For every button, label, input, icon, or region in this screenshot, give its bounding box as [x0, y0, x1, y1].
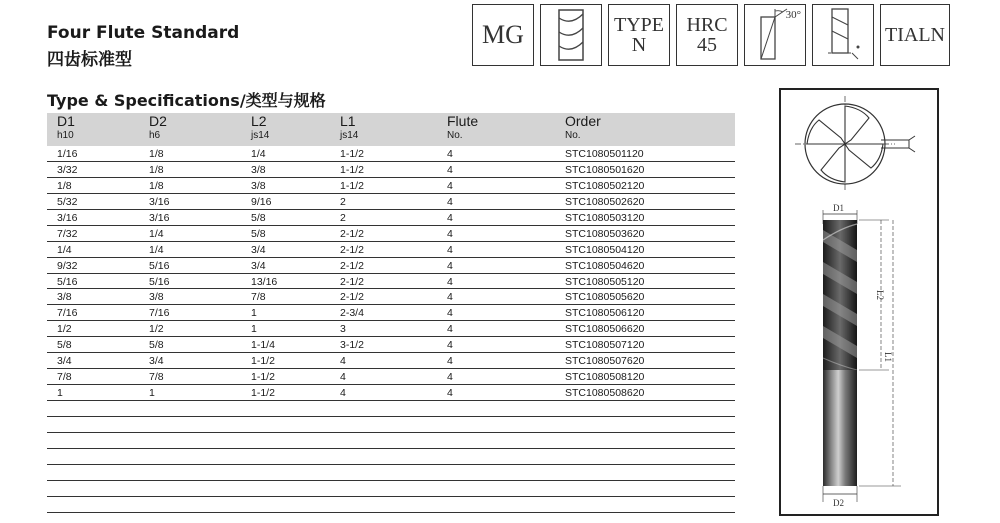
product-title-en: Four Flute Standard [47, 23, 240, 43]
table-row [47, 242, 735, 258]
cell-order: STC1080504120 [565, 243, 645, 256]
cell-d2: 5/16 [149, 275, 170, 288]
cell-l2: 3/8 [251, 163, 266, 176]
cell-flute: 4 [447, 179, 453, 192]
type-value: N [631, 34, 647, 56]
shank-section [823, 370, 857, 486]
cell-l1: 4 [340, 355, 346, 368]
cell-order: STC1080508620 [565, 387, 645, 400]
table-row [47, 226, 735, 242]
table-row [47, 194, 735, 210]
d2-label: D2 [833, 498, 844, 508]
section-title: Type & Specifications/类型与规格 [47, 91, 326, 110]
coating-label: TIALN [885, 24, 945, 46]
l2-label: L2 [875, 290, 885, 300]
table-row [47, 274, 735, 290]
cell-d2: 7/8 [149, 371, 164, 384]
cell-d2: 3/4 [149, 355, 164, 368]
cell-d2: 1 [149, 387, 155, 400]
empty-table-row [47, 417, 735, 433]
cell-d1: 1/2 [57, 323, 72, 336]
cell-order: STC1080502620 [565, 195, 645, 208]
table-row [47, 369, 735, 385]
cell-l2: 7/8 [251, 291, 266, 304]
helix-cutter-icon [540, 4, 602, 66]
cell-d1: 5/16 [57, 275, 78, 288]
empty-table-row [47, 513, 735, 523]
cell-l1: 3 [340, 323, 346, 336]
helix-angle-label: 30° [785, 9, 801, 21]
cell-flute: 4 [447, 323, 453, 336]
cell-flute: 4 [447, 275, 453, 288]
empty-table-row [47, 433, 735, 449]
cell-d1: 5/8 [57, 339, 72, 352]
cell-l2: 1-1/2 [251, 355, 275, 368]
cell-l1: 2-1/2 [340, 259, 364, 272]
cell-order: STC1080506120 [565, 307, 645, 320]
cell-flute: 4 [447, 243, 453, 256]
cell-flute: 4 [447, 259, 453, 272]
cell-flute: 4 [447, 227, 453, 240]
cell-flute: 4 [447, 307, 453, 320]
material-mg-icon [472, 4, 534, 66]
cell-l2: 3/8 [251, 179, 266, 192]
l1-label: L1 [883, 352, 893, 362]
table-row [47, 353, 735, 369]
cell-order: STC1080505620 [565, 291, 645, 304]
cross-section-view [795, 96, 915, 192]
spec-icon-row [472, 4, 950, 66]
cell-l2: 5/8 [251, 227, 266, 240]
table-row [47, 178, 735, 194]
cell-l2: 3/4 [251, 259, 266, 272]
empty-table-row [47, 449, 735, 465]
cell-l1: 2-1/2 [340, 243, 364, 256]
cell-d1: 7/8 [57, 371, 72, 384]
cell-d1: 5/32 [57, 195, 78, 208]
fluted-section [823, 220, 857, 370]
cell-d1: 9/32 [57, 259, 78, 272]
cell-d2: 1/8 [149, 163, 164, 176]
hrc-label: HRC [686, 14, 728, 36]
table-header [47, 113, 735, 146]
cell-d2: 1/2 [149, 323, 164, 336]
cell-l2: 1-1/4 [251, 339, 275, 352]
cell-d1: 3/4 [57, 355, 72, 368]
cell-order: STC1080503120 [565, 211, 645, 224]
table-row [47, 321, 735, 337]
table-row [47, 210, 735, 226]
table-row [47, 162, 735, 178]
table-row [47, 337, 735, 353]
cell-d2: 3/16 [149, 195, 170, 208]
cell-l2: 1 [251, 307, 257, 320]
table-row [47, 146, 735, 162]
table-row [47, 305, 735, 321]
cell-d2: 1/8 [149, 148, 164, 160]
cell-flute: 4 [447, 339, 453, 352]
cell-d1: 7/16 [57, 307, 78, 320]
cell-order: STC1080501620 [565, 163, 645, 176]
cell-order: STC1080504620 [565, 259, 645, 272]
cell-d1: 1/16 [57, 148, 78, 160]
center-cutting-icon [812, 4, 874, 66]
cell-l1: 4 [340, 387, 346, 400]
cell-flute: 4 [447, 371, 453, 384]
cell-d1: 3/32 [57, 163, 78, 176]
col-header-order: Order No. [565, 113, 601, 141]
cell-order: STC1080505120 [565, 275, 645, 288]
cell-d2: 3/8 [149, 291, 164, 304]
cell-l2: 1-1/2 [251, 371, 275, 384]
empty-table-row [47, 465, 735, 481]
end-mill-drawing [779, 88, 939, 516]
col-header-l2: L2 js14 [251, 113, 270, 141]
type-label: TYPE [614, 14, 664, 36]
cell-order: STC1080507620 [565, 355, 645, 368]
cell-d2: 1/8 [149, 179, 164, 192]
spec-table [47, 113, 735, 523]
cell-l2: 1 [251, 323, 257, 336]
hrc-value: 45 [697, 34, 717, 56]
cell-l2: 1/4 [251, 148, 266, 160]
coating-tialn-icon [880, 4, 950, 66]
cell-l1: 2 [340, 211, 346, 224]
table-row [47, 258, 735, 274]
cell-d2: 5/16 [149, 259, 170, 272]
product-title-cn: 四齿标准型 [47, 50, 132, 70]
col-header-flute: Flute No. [447, 113, 479, 141]
cell-flute: 4 [447, 195, 453, 208]
cell-l1: 4 [340, 371, 346, 384]
cell-l1: 1-1/2 [340, 163, 364, 176]
cell-flute: 4 [447, 291, 453, 304]
cell-l1: 3-1/2 [340, 339, 364, 352]
cell-l1: 1-1/2 [340, 148, 364, 160]
table-body [47, 146, 735, 523]
cell-order: STC1080506620 [565, 323, 645, 336]
cell-flute: 4 [447, 163, 453, 176]
cell-d2: 7/16 [149, 307, 170, 320]
helix-angle-icon [744, 4, 806, 66]
hrc-45-icon [676, 4, 738, 66]
cell-order: STC1080507120 [565, 339, 645, 352]
cell-flute: 4 [447, 355, 453, 368]
cell-order: STC1080503620 [565, 227, 645, 240]
cell-d2: 1/4 [149, 227, 164, 240]
cell-d2: 5/8 [149, 339, 164, 352]
empty-table-row [47, 481, 735, 497]
cell-d1: 7/32 [57, 227, 78, 240]
material-mg-label: MG [482, 20, 524, 49]
cell-l1: 2-1/2 [340, 291, 364, 304]
cell-d1: 1/8 [57, 179, 72, 192]
cell-l1: 2-3/4 [340, 307, 364, 320]
cell-flute: 4 [447, 148, 453, 160]
cell-l1: 2 [340, 195, 346, 208]
empty-table-row [47, 401, 735, 417]
cell-flute: 4 [447, 387, 453, 400]
cell-flute: 4 [447, 211, 453, 224]
d1-label: D1 [833, 203, 844, 213]
table-row [47, 289, 735, 305]
cell-l1: 1-1/2 [340, 179, 364, 192]
cell-l1: 2-1/2 [340, 275, 364, 288]
cell-l2: 5/8 [251, 211, 266, 224]
col-header-d2: D2 h6 [149, 113, 167, 141]
table-row [47, 385, 735, 401]
cell-d1: 3/16 [57, 211, 78, 224]
cell-d1: 3/8 [57, 291, 72, 304]
cell-order: STC1080502120 [565, 179, 645, 192]
cell-l2: 13/16 [251, 275, 278, 288]
type-n-icon [608, 4, 670, 66]
cell-l1: 2-1/2 [340, 227, 364, 240]
cell-l2: 3/4 [251, 243, 266, 256]
cell-d2: 3/16 [149, 211, 170, 224]
cell-d1: 1/4 [57, 243, 72, 256]
cell-order: STC1080501120 [565, 148, 644, 160]
empty-table-row [47, 497, 735, 513]
col-header-l1: L1 js14 [340, 113, 359, 141]
cell-order: STC1080508120 [565, 371, 645, 384]
cell-l2: 1-1/2 [251, 387, 275, 400]
cell-d1: 1 [57, 387, 63, 400]
cell-l2: 9/16 [251, 195, 272, 208]
col-header-d1: D1 h10 [57, 113, 75, 141]
cell-d2: 1/4 [149, 243, 164, 256]
